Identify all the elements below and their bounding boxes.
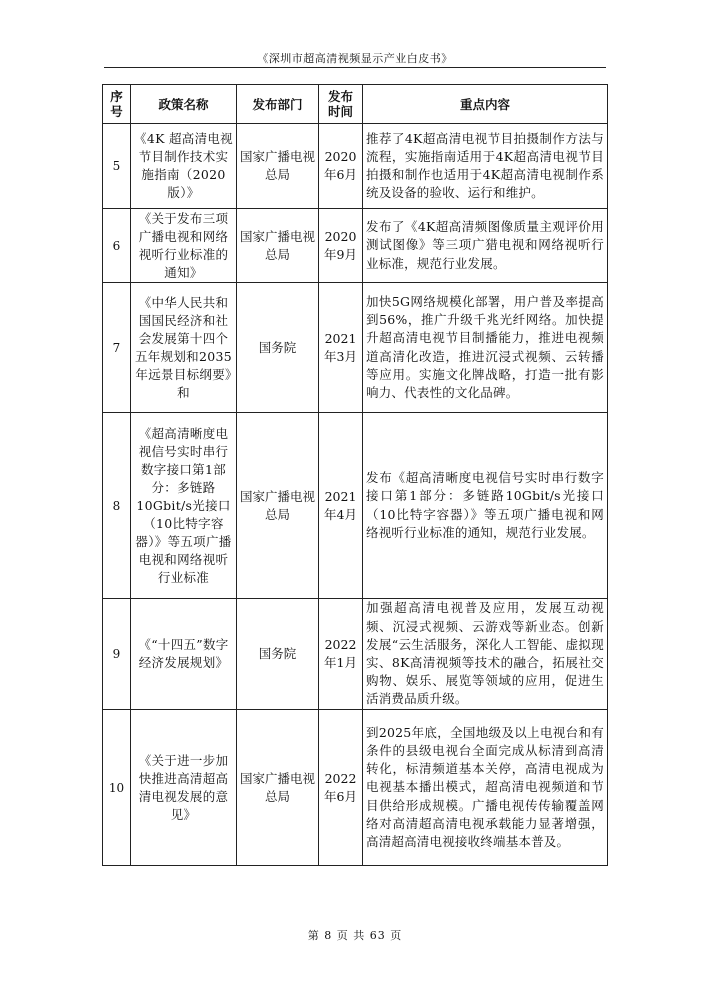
cell-content: 到2025年底，全国地级及以上电视台和有条件的县级电视台全面完成从标清到高清转化，标清频道基本关停，高清电视成为电视基本播出模式，超高清电视频道和节目供给形成规模。广播电视传传输覆盖网络对高清超高清电视承载能力显著增强，高清超高清电视接收终端基本普及。	[363, 710, 608, 866]
cell-policy-name: 《关于发布三项广播电视和网络视听行业标准的通知》	[131, 209, 237, 283]
col-header-name: 政策名称	[131, 85, 237, 124]
cell-content: 推荐了4K超高清电视节目拍摄制作方法与流程，实施指南适用于4K超高清电视节目拍摄和制作也适用于4K超高清电视制作系统及设备的验收、运行和维护。	[363, 124, 608, 209]
cell-policy-name: 《超高清晰度电视信号实时串行数字接口第1部分：多链路10Gbit/s光接口（10比特字容器）》等五项广播电视和网络视听行业标准	[131, 413, 237, 599]
page-header-title: 《深圳市超高清视频显示产业白皮书》	[257, 52, 453, 65]
cell-dept: 国家广播电视总局	[237, 209, 319, 283]
table-row	[103, 283, 608, 413]
table-row	[103, 710, 608, 866]
col-header-no: 序号	[103, 85, 131, 124]
cell-policy-name: 《“十四五”数字经济发展规划》	[131, 599, 237, 710]
col-header-content: 重点内容	[363, 85, 608, 124]
table-row	[103, 599, 608, 710]
cell-dept: 国家广播电视总局	[237, 710, 319, 866]
cell-time: 2021年4月	[319, 413, 363, 599]
cell-no: 10	[103, 710, 131, 866]
cell-content: 发布了《4K超高清频图像质量主观评价用测试图像》等三项广猎电视和网络视听行业标准，规范行业发展。	[363, 209, 608, 283]
header-divider	[104, 67, 606, 68]
cell-dept: 国家广播电视总局	[237, 124, 319, 209]
cell-no: 8	[103, 413, 131, 599]
cell-dept: 国家广播电视总局	[237, 413, 319, 599]
table-header-row	[103, 85, 608, 124]
cell-content: 加快5G网络规模化部署，用户普及率提高到56%，推广升级千兆光纤网络。加快提升超高清电视节目制播能力，推进电视频道高清化改造，推进沉浸式视频、云转播等应用。实施文化牌战略，打造一批有影响力、代表性的文化品碑。	[363, 283, 608, 413]
cell-time: 2020年9月	[319, 209, 363, 283]
cell-time: 2022年1月	[319, 599, 363, 710]
policy-table	[102, 84, 608, 866]
col-header-time: 发布时间	[319, 85, 363, 124]
cell-no: 6	[103, 209, 131, 283]
cell-content: 加强超高清电视普及应用，发展互动视频、沉浸式视频、云游戏等新业态。创新发展“云生活服务，深化人工智能、虚拟现实、8K高清视频等技术的融合，拓展社交购物、娱乐、展览等领域的应用，促进生活消费品质升级。	[363, 599, 608, 710]
table-row	[103, 413, 608, 599]
cell-time: 2022年6月	[319, 710, 363, 866]
table-row	[103, 209, 608, 283]
page-footer-number: 第 8 页 共 63 页	[307, 929, 403, 942]
cell-time: 2020年6月	[319, 124, 363, 209]
cell-policy-name: 《中华人民共和国国民经济和社会发展第十四个五年规划和2035年远景目标纲要》和	[131, 283, 237, 413]
cell-policy-name: 《关于进一步加快推进高清超高清电视发展的意见》	[131, 710, 237, 866]
cell-content: 发布《超高清晰度电视信号实时串行数字接口第1部分：多链路10Gbit/s光接口（10比特字容器）》等五项广播电视和网络视听行业标准的通知，规范行业发展。	[363, 413, 608, 599]
cell-policy-name: 《4K 超高清电视节目制作技术实施指南（2020版）》	[131, 124, 237, 209]
cell-dept: 国务院	[237, 599, 319, 710]
cell-time: 2021年3月	[319, 283, 363, 413]
table-row	[103, 124, 608, 209]
cell-dept: 国务院	[237, 283, 319, 413]
col-header-dept: 发布部门	[237, 85, 319, 124]
cell-no: 7	[103, 283, 131, 413]
cell-no: 9	[103, 599, 131, 710]
cell-no: 5	[103, 124, 131, 209]
